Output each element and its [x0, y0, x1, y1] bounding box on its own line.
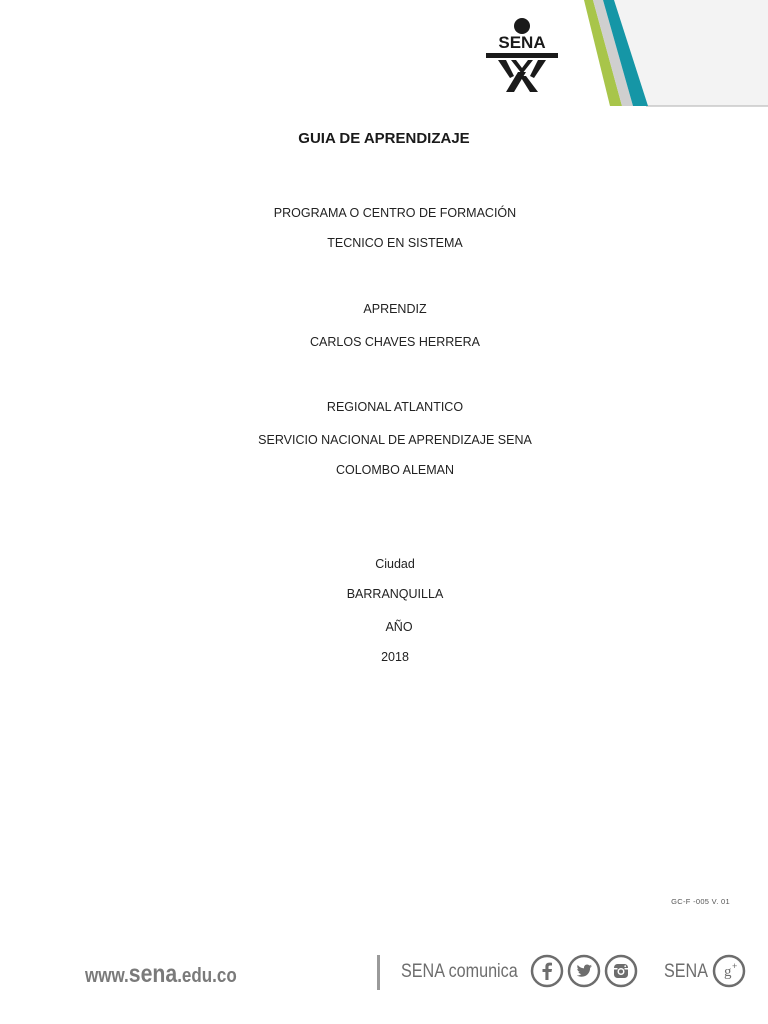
facebook-icon[interactable]: [530, 954, 564, 988]
institution: SERVICIO NACIONAL DE APRENDIZAJE SENA: [258, 433, 532, 447]
year-label: AÑO: [385, 620, 413, 634]
apprentice-value: CARLOS CHAVES HERRERA: [310, 335, 480, 349]
apprentice-label: APRENDIZ: [363, 302, 427, 316]
document-title: GUIA DE APRENDIZAJE: [298, 130, 470, 147]
twitter-icon[interactable]: [567, 954, 601, 988]
city-label: Ciudad: [375, 557, 415, 571]
google-plus-icon[interactable]: [712, 954, 746, 988]
footer-separator: [377, 955, 380, 990]
city-value: BARRANQUILLA: [346, 587, 444, 601]
document-code: GC-F -005 V. 01: [671, 897, 730, 906]
url-brand: sena: [128, 960, 178, 988]
svg-text:g: g: [724, 964, 732, 980]
center: COLOMBO ALEMAN: [335, 463, 455, 477]
regional: REGIONAL ATLANTICO: [326, 400, 464, 414]
sena-label: SENA: [664, 961, 708, 982]
program-value: TECNICO EN SISTEMA: [327, 236, 463, 250]
svg-text:+: +: [732, 961, 738, 971]
sena-comunica-label: SENA comunica: [401, 961, 518, 982]
url-suffix: .edu.co: [177, 965, 237, 987]
sena-logo: [478, 16, 566, 96]
instagram-icon[interactable]: [604, 954, 638, 988]
logo-text: SENA: [498, 33, 546, 52]
header-decoration: [0, 0, 768, 110]
program-label: PROGRAMA O CENTRO DE FORMACIÓN: [273, 206, 517, 220]
year-value: 2018: [381, 650, 409, 664]
footer-url[interactable]: [85, 960, 237, 989]
url-prefix: www.: [85, 965, 129, 987]
